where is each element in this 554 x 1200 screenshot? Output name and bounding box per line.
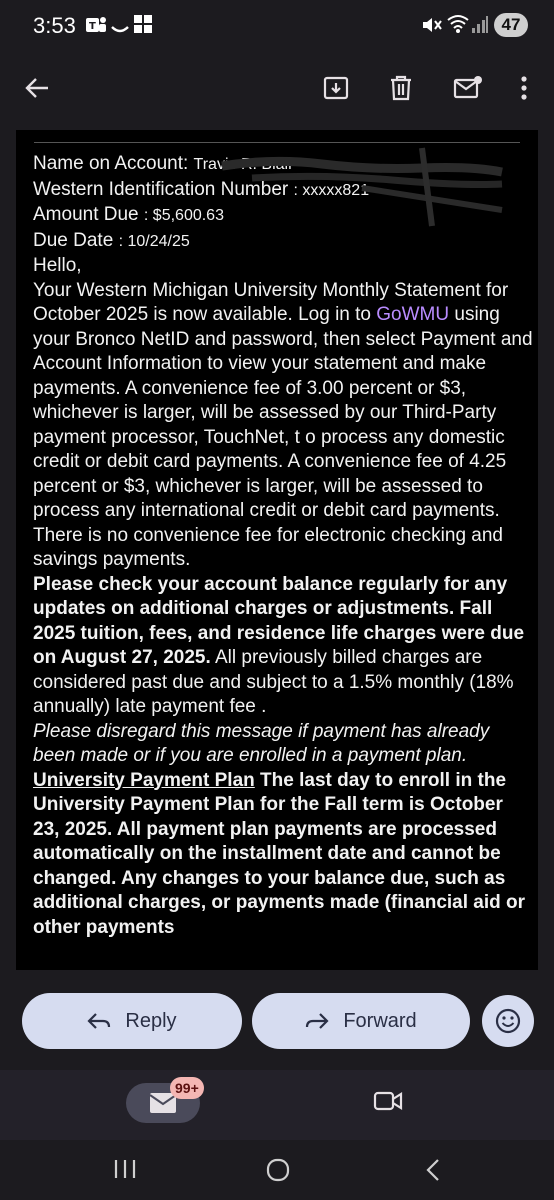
reply-label: Reply (125, 1009, 177, 1032)
archive-icon[interactable] (316, 68, 356, 108)
statement-paragraph (33, 279, 533, 573)
payment-plan-heading: University Payment Plan (33, 769, 255, 791)
smile-notification-icon (110, 22, 130, 40)
disregard-note: Please disregard this message if payment has already been made or if you are enrolled in a payment plan. (33, 720, 490, 766)
email-message-text (33, 152, 533, 940)
amount-due-label: Amount Due (33, 204, 139, 225)
forward-icon (305, 1011, 329, 1031)
status-time: 3:53 (33, 13, 76, 38)
amount-due-value: : $5,600.63 (143, 207, 224, 224)
redaction-scribble (212, 138, 512, 228)
bottom-navigation (0, 1070, 554, 1140)
home-icon[interactable] (266, 1158, 290, 1187)
statement-text-b: using your Bronco NetID and password, then select Payment and Account Information to view your statement and make payments. A convenience fee of 3.00 percent or $3, whichever is larger, will be assessed by our Third-Party payment processor, TouchNet, t o process any domestic credit or debit card payments. A convenience fee of 4.25 percent or $3, whichever is larger, will be assessed to process any international credit or debit card payments. There is no convenience fee for electronic checking and savings payments. (33, 304, 533, 570)
emoji-reaction-button[interactable] (482, 995, 534, 1047)
back-nav-icon[interactable] (425, 1158, 441, 1187)
signal-icon (471, 14, 489, 39)
western-id-label: Western Identification Number (33, 178, 289, 200)
reply-button[interactable] (22, 993, 242, 1049)
mark-unread-icon[interactable] (448, 68, 488, 108)
statement-text-a: Your Western Michigan University Monthly Statement for October 2025 is now available. Log in to (33, 279, 509, 325)
greeting: Hello, (33, 255, 82, 276)
wifi-icon (447, 14, 469, 39)
unread-badge: 99+ (170, 1077, 204, 1099)
forward-button[interactable] (252, 993, 470, 1049)
late-fee-text: All previously billed charges are considered past due and subject to a 1.5% monthly (18% annually) late payment fee . (33, 647, 514, 717)
svg-text:T: T (89, 21, 96, 32)
windows-icon (133, 14, 153, 39)
reply-icon (87, 1011, 111, 1031)
status-bar (0, 0, 554, 54)
name-on-account-label: Name on Account: (33, 153, 189, 174)
recent-apps-icon[interactable] (113, 1158, 137, 1185)
battery-indicator: 47 (494, 13, 528, 37)
western-id-value: : xxxxx821 (293, 181, 370, 199)
due-date-label: Due Date (33, 229, 114, 251)
emoji-icon (495, 1008, 521, 1034)
email-body[interactable] (16, 130, 538, 970)
name-on-account-value: Travis R. Blair (193, 156, 294, 173)
system-navigation-bar (0, 1140, 554, 1200)
due-date-value: : 10/24/25 (118, 232, 190, 250)
balance-bold-text: Please check your account balance regularly for any updates on additional charges or adjustments. Fall 2025 tuition, fees, and residence life charges were due on August 27, 2025. (33, 573, 525, 668)
payment-plan-paragraph (33, 769, 533, 941)
gowmu-link[interactable]: GoWMU (376, 304, 450, 325)
forward-label: Forward (343, 1009, 417, 1032)
back-arrow-icon[interactable] (17, 68, 57, 108)
due-date-row (33, 229, 533, 255)
teams-icon (84, 14, 108, 41)
email-top-app-bar (0, 54, 554, 122)
mute-icon (420, 14, 442, 41)
meet-video-icon[interactable] (373, 1089, 403, 1118)
more-options-icon[interactable] (504, 68, 544, 108)
payment-plan-text: The last day to enroll in the University Payment Plan for the Fall term is October 23, 2025. All payment plan payments are processed automatically on the installment date and cannot be changed. Any changes to your balance due, such as additional charges, or payments made (financial aid or other payments (33, 769, 526, 938)
balance-paragraph (33, 573, 533, 720)
delete-icon[interactable] (381, 68, 421, 108)
